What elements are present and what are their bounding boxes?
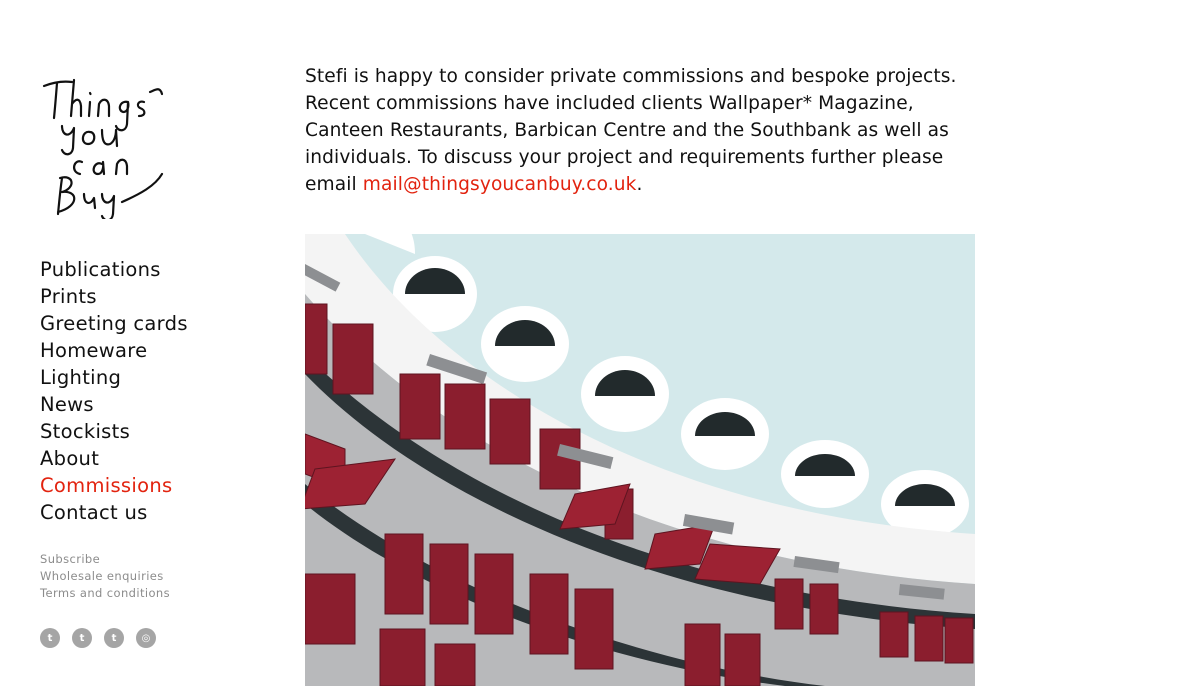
nav-item-greeting-cards[interactable]: Greeting cards <box>40 312 188 335</box>
handwritten-logo-graphic <box>40 74 175 219</box>
social-links <box>40 628 156 648</box>
twitter-icon[interactable]: t <box>40 628 60 648</box>
nav-item-commissions[interactable]: Commissions <box>40 474 173 497</box>
email-link[interactable]: mail@thingsyoucanbuy.co.uk <box>362 174 637 195</box>
terms-and-conditions-link[interactable]: Terms and conditions <box>40 586 170 600</box>
intro-text: Stefi is happy to consider private commissions and bespoke projects. Recent commissions have included clients Wallpaper* Magazine, Canteen Restaurants, Barbican Centre and the Southbank as well as individuals. To discuss your project and requirements further please email <box>305 66 957 195</box>
subscribe-link[interactable]: Subscribe <box>40 552 101 566</box>
tumblr-icon[interactable]: t <box>72 628 92 648</box>
brand-logo[interactable] <box>40 74 175 219</box>
instagram-icon[interactable]: ◎ <box>136 628 156 648</box>
nav-item-publications[interactable]: Publications <box>40 258 161 281</box>
intro-end: . <box>636 174 643 195</box>
nav-item-homeware[interactable]: Homeware <box>40 339 148 362</box>
nav-item-lighting[interactable]: Lighting <box>40 366 122 389</box>
nav-item-contact-us[interactable]: Contact us <box>40 501 148 524</box>
nav-item-prints[interactable]: Prints <box>40 285 97 308</box>
twitter-icon[interactable]: t <box>104 628 124 648</box>
hero-illustration <box>305 234 975 686</box>
nav-item-about[interactable]: About <box>40 447 100 470</box>
nav-item-stockists[interactable]: Stockists <box>40 420 131 443</box>
commissions-intro <box>305 63 975 198</box>
barbican-building-illustration <box>305 234 975 686</box>
wholesale-enquiries-link[interactable]: Wholesale enquiries <box>40 569 164 583</box>
main-navigation <box>40 256 188 526</box>
secondary-navigation <box>40 551 170 602</box>
nav-item-news[interactable]: News <box>40 393 94 416</box>
